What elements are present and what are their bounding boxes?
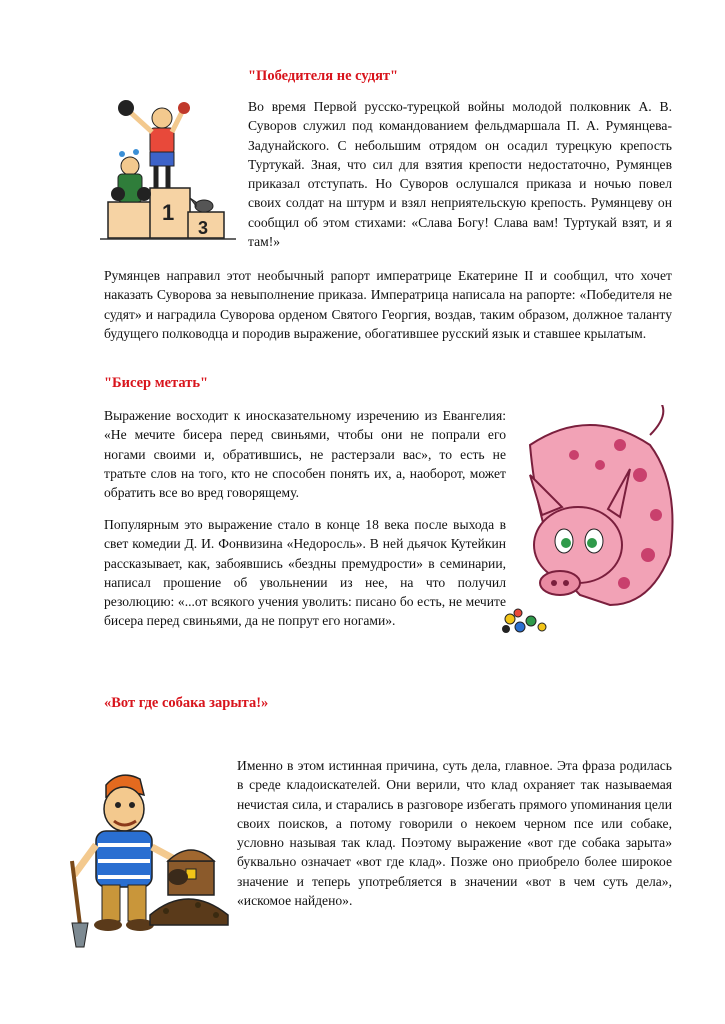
pig-with-beads-illustration <box>500 405 690 645</box>
beads-icon <box>502 609 546 633</box>
dirt-mound-icon <box>150 899 228 925</box>
shovel-icon <box>72 861 88 947</box>
paragraph-rumyantsev-report: Румянцев направил этот необычный рапорт императрице Екатерине II и сообщил, что хочет наказать Суворова за невыполнение приказа. Императрица написала на рапорте: «Победителя не судят» и наградила Суворова орденом Святого Георгия, воздав, таким образом, должное таланту будущего полководца и породив выражение, обогатившее русский язык и ставшее крылатым. <box>104 268 672 341</box>
paragraph-gospel: Выражение восходит к иносказательному изречению из Евангелия: «Не мечите бисера перед свиньями, чтобы они не попрали его ногами своими и, обратившись, не растерзали вас», то есть не тратьте слов на того, кто не способен понять их, а, наоборот, может обратить все во вред говорящему. <box>104 408 506 501</box>
section-title-biser: "Бисер метать" <box>104 375 209 391</box>
pig-icon <box>530 405 673 605</box>
podium-number-1: 1 <box>162 200 175 225</box>
bird-icon <box>190 198 213 212</box>
treasure-hunter-illustration <box>58 765 238 955</box>
boxing-podium-illustration <box>100 94 240 246</box>
loser-boxer-icon <box>111 149 151 202</box>
podium-number-3: 3 <box>198 218 209 238</box>
section-title-pobeditelya: "Победителя не судят" <box>248 68 399 84</box>
paragraph-sobaka: Именно в этом истинная причина, суть дела, главное. Эта фраза родилась в среде кладоискателей. Они верили, что клад охраняет так называемая нечистая сила, и старались в разговоре избегать прямого упоминания цели своих поисков, а потому говорили о некоем черном псе или собаке, условно называя так клад. Поэтому выражение «вот где собака зарыта» буквально означает «вот где клад». Позже оно приобрело более широкое значение и теперь употребляется в значении «вот в чем суть дела», «искомое найдено». <box>237 758 672 909</box>
section-title-sobaka: «Вот где собака зарыта!» <box>104 695 269 711</box>
paragraph-suvorov: Во время Первой русско-турецкой войны молодой полковник А. В. Суворов служил под командованием фельдмаршала П. А. Румянцева-Задунайского. С небольшим отрядом он осадил турецкую крепость Туртукай. Зная, что сил для взятия крепости недостаточно, Румянцев приказал отступать. Но Суворов ослушался приказа и ночью повел своих солдат на штурм и взял неприятельскую крепость. Румянцеву он сообщил об этом стихами: «Слава Богу! Слава вам! Туртукай взят, и я там!» <box>248 99 672 250</box>
paragraph-nedorosl: Популярным это выражение стало в конце 18 века после выхода в свет комедии Д. И. Фонвизина «Недоросль». В ней дьячок Кутейкин рассказывает, как, забоявшись «бездны премудрости» в семинарии, написал прошение об увольнении из нее, на что получил резолюцию: «...от всякого учения уволить: писано бо есть, не мечите бисера перед свиньями, да не попрут его ногами». <box>104 517 506 629</box>
treasure-chest-icon <box>168 850 214 895</box>
